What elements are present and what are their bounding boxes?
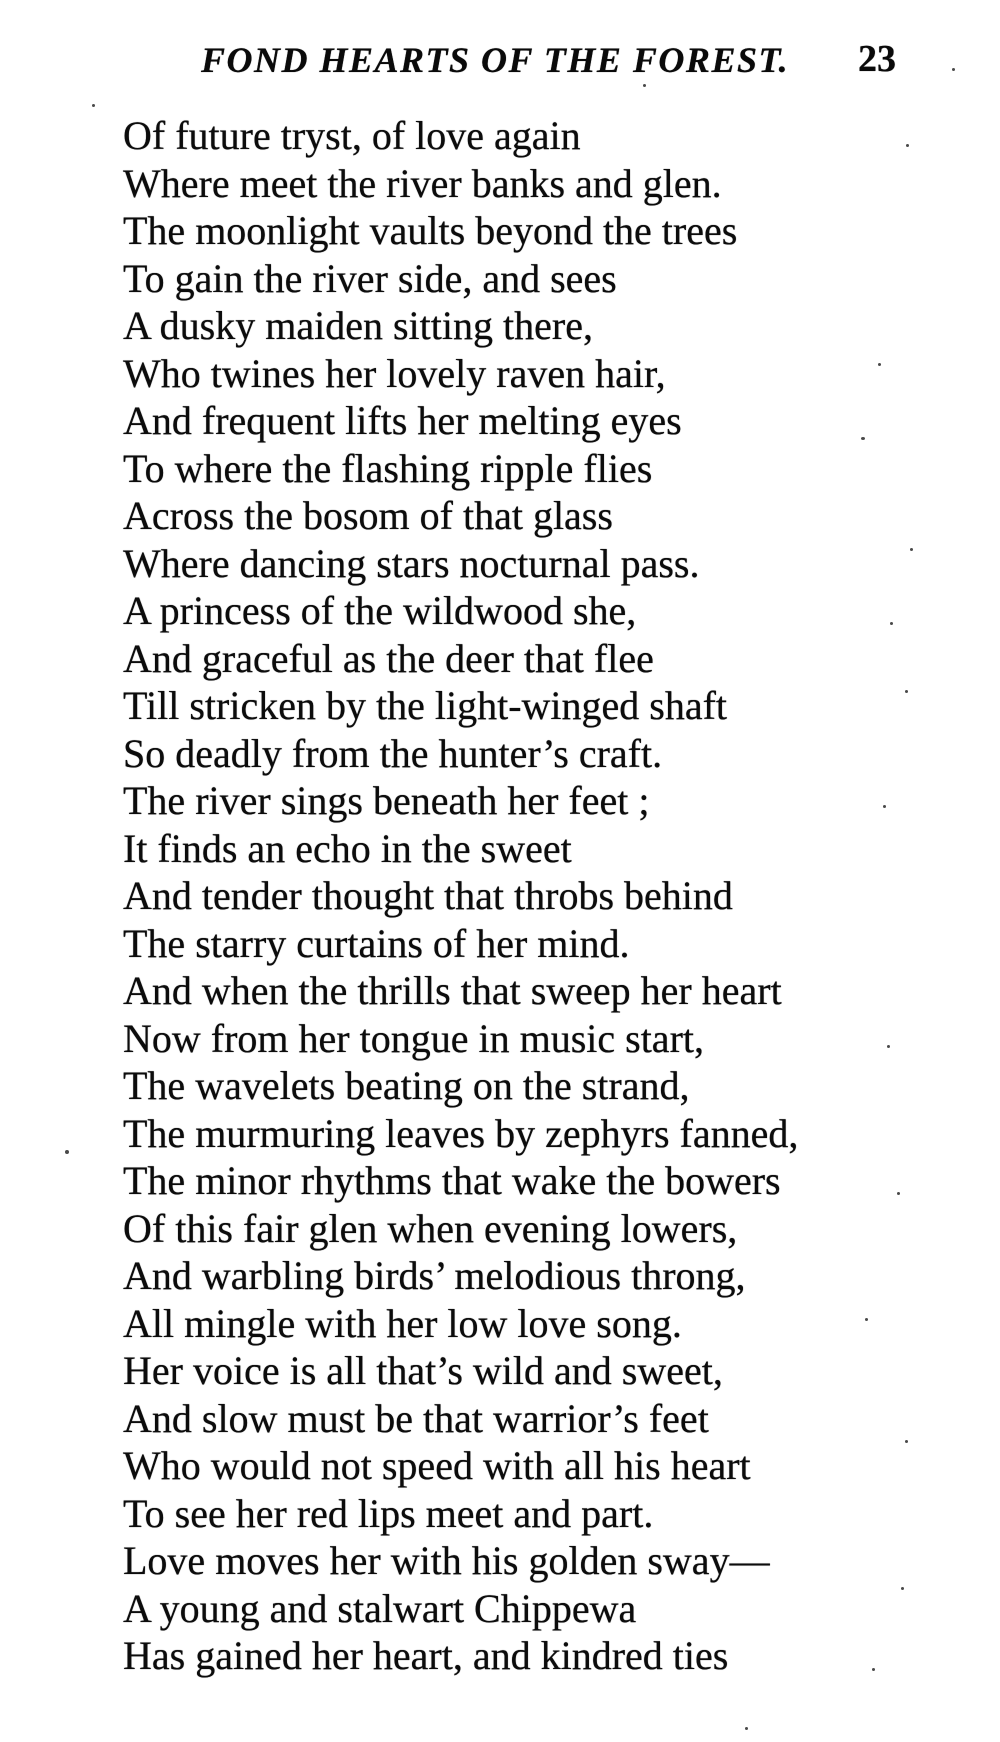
poem-line: The wavelets beating on the strand, <box>123 1063 690 1108</box>
poem-line: And slow must be that warrior’s feet <box>123 1395 709 1441</box>
scan-speck <box>872 1668 875 1671</box>
poem-line: The minor rhythms that wake the bowers <box>123 1158 781 1203</box>
page-number: 23 <box>858 38 896 80</box>
poem-line: Now from her tongue in music start, <box>123 1015 704 1061</box>
scan-speck <box>861 437 865 440</box>
scan-speck <box>865 1318 868 1321</box>
poem-line: All mingle with her low love song. <box>123 1300 682 1346</box>
poem-line: Of this fair glen when evening lowers, <box>123 1205 738 1251</box>
scan-speck <box>643 84 646 87</box>
scan-speck <box>890 622 893 625</box>
scan-speck <box>883 805 886 808</box>
poem-line: Of future tryst, of love again <box>123 113 581 158</box>
scan-speck <box>901 1587 904 1590</box>
poem-line: The starry curtains of her mind. <box>123 920 630 966</box>
poem-line: A young and stalwart Chippewa <box>123 1585 637 1631</box>
poem-line: Across the bosom of that glass <box>123 493 613 538</box>
poem-line: A dusky maiden sitting there, <box>123 303 593 348</box>
poem-line: Love moves her with his golden sway— <box>123 1538 770 1583</box>
scan-speck <box>745 1727 748 1730</box>
poem-line: And when the thrills that sweep her heart <box>123 968 782 1013</box>
poem-line: To where the flashing ripple flies <box>123 445 653 491</box>
scan-speck <box>92 104 95 107</box>
poem-line: To gain the river side, and sees <box>123 255 617 301</box>
poem-line: Who would not speed with all his heart <box>123 1443 751 1488</box>
scan-speck <box>952 68 955 71</box>
poem-line: Her voice is all that’s wild and sweet, <box>123 1348 723 1393</box>
scan-speck <box>906 144 909 147</box>
poem-line: And warbling birds’ melodious throng, <box>123 1253 746 1298</box>
scan-speck <box>897 1192 900 1195</box>
poem-line: So deadly from the hunter’s craft. <box>123 730 663 776</box>
poem-line: Who twines her lovely raven hair, <box>123 350 666 396</box>
scan-speck <box>65 1150 69 1154</box>
running-title: FOND HEARTS OF THE FOREST. <box>201 40 790 80</box>
poem-line: Till stricken by the light-winged shaft <box>123 683 728 728</box>
poem-line: Where dancing stars nocturnal pass. <box>123 540 700 586</box>
poem-line: It finds an echo in the sweet <box>123 825 572 871</box>
poem-line: And frequent lifts her melting eyes <box>123 398 682 443</box>
scan-speck <box>878 363 881 366</box>
poem-line: To see her red lips meet and part. <box>123 1490 654 1536</box>
poem-line: The murmuring leaves by zephyrs fanned, <box>123 1110 799 1156</box>
scan-speck <box>905 1440 908 1443</box>
poem-line: And graceful as the deer that flee <box>123 635 654 681</box>
poem-line: And tender thought that throbs behind <box>123 873 733 918</box>
poem-text <box>123 112 913 1680</box>
poem-line: The river sings beneath her feet ; <box>123 778 650 823</box>
poem-line: Where meet the river banks and glen. <box>123 160 722 206</box>
scan-speck <box>905 690 908 693</box>
poem-line: Has gained her heart, and kindred ties <box>123 1633 729 1678</box>
poem-line: The moonlight vaults beyond the trees <box>123 208 738 253</box>
scan-speck <box>910 548 913 551</box>
scan-speck <box>887 1045 890 1048</box>
poem-line: A princess of the wildwood she, <box>123 588 637 633</box>
